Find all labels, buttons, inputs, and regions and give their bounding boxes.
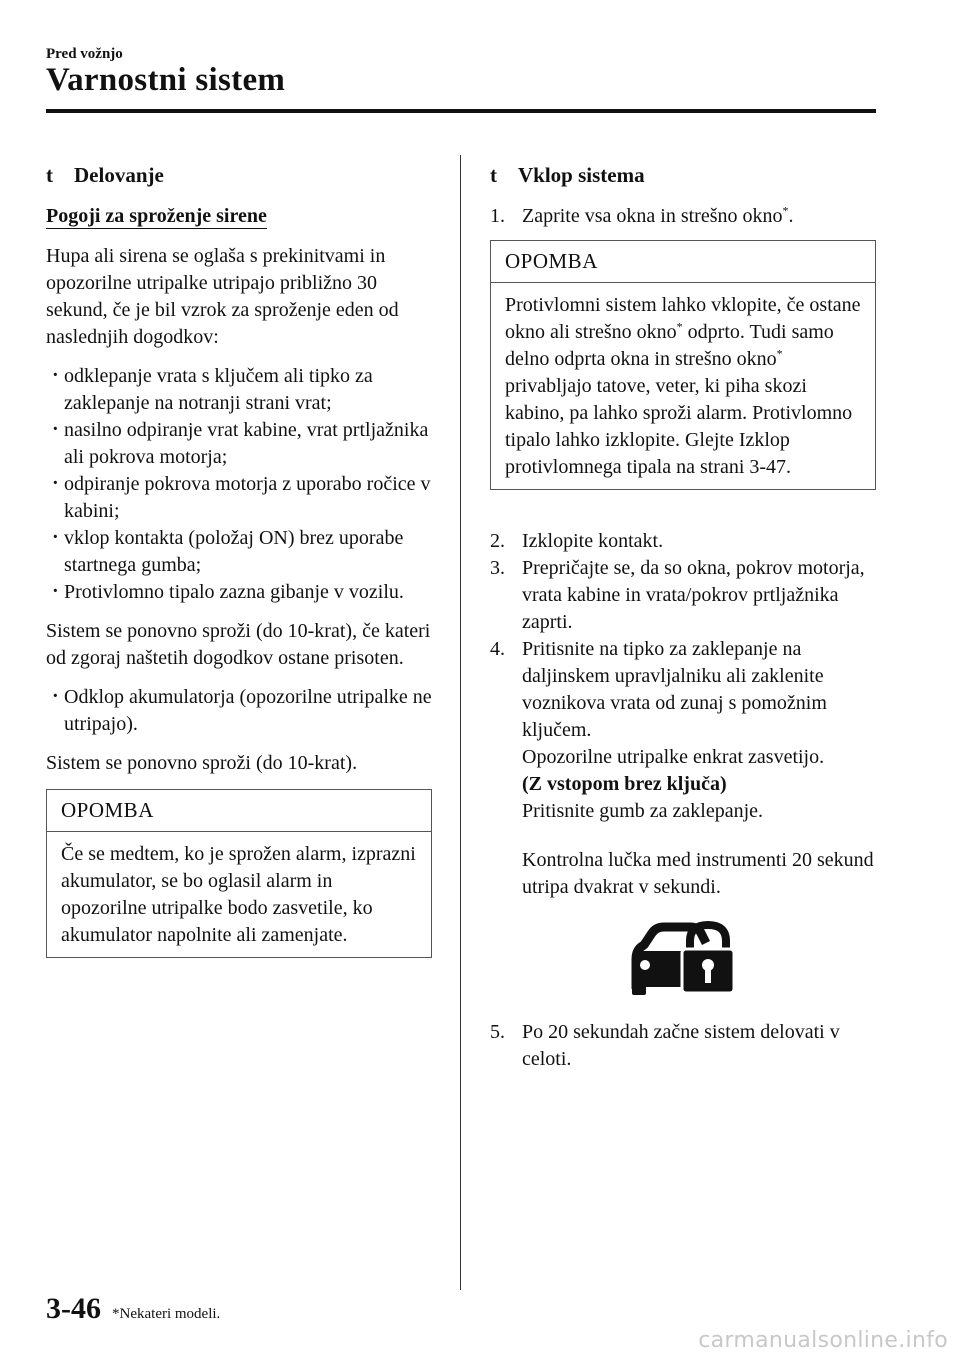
- column-divider: [460, 155, 461, 1290]
- right-column: [490, 160, 876, 1073]
- step-text-end: .: [788, 205, 794, 227]
- note-body: [47, 832, 431, 957]
- step-number: 5.: [490, 1021, 505, 1043]
- paragraph-repeat-2: Sistem se ponovno sproži (do 10-krat).: [46, 752, 358, 774]
- note-box: [46, 789, 432, 958]
- watermark: carmanualsonline.info: [698, 1328, 948, 1353]
- step-text: [522, 203, 876, 230]
- paragraph-repeat: Sistem se ponovno sproži (do 10-krat), če kateri od zgoraj naštetih dogodkov ostane prisoten.: [46, 620, 431, 669]
- note-text-3: privabljajo tatove, veter, ki piha skozi kabino, pa lahko sproži alarm. Protivlomno tipalo lahko izklopite. Glejte Izklop protivlomnega tipala na strani 3-47.: [505, 375, 853, 478]
- note-text-2: odprto. Tudi samo delno odprta okna in strešno okno: [505, 321, 834, 370]
- step-number: 4.: [490, 638, 505, 660]
- list-item: · Odklop akumulatorja (opozorilne utripalke ne utripajo).: [46, 684, 432, 738]
- step-text: [522, 636, 876, 901]
- list-item: · odpiranje pokrova motorja z uporabo ročice v kabini;: [46, 471, 432, 525]
- heading-marker: t: [46, 163, 53, 187]
- paragraph-intro: Hupa ali sirena se oglaša s prekinitvami in opozorilne utripalke utripajo približno 30 sekund, če je bil vzrok za sproženje eden od naslednjih dogodkov:: [46, 245, 399, 348]
- note-label: OPOMBA: [491, 241, 875, 283]
- step-item: [490, 1019, 876, 1073]
- note-label: OPOMBA: [47, 790, 431, 832]
- footnote-mark: *: [782, 203, 789, 218]
- page-number: 3-46: [46, 1292, 101, 1325]
- list-item: · nasilno odpiranje vrat kabine, vrat prtljažnika ali pokrova motorja;: [46, 417, 432, 471]
- heading-text: Vklop sistema: [518, 163, 645, 187]
- step-text-hazard: Opozorilne utripalke enkrat zasvetijo.: [522, 746, 825, 768]
- step-text: Izklopite kontakt.: [522, 530, 664, 552]
- steps-list-1: [490, 203, 876, 230]
- step-text-indicator: Kontrolna lučka med instrumenti 20 sekund utripa dvakrat v sekundi.: [522, 849, 874, 898]
- battery-list: [46, 684, 432, 738]
- step-text: Prepričajte se, da so okna, pokrov motorja, vrata kabine in vrata/pokrov prtljažnika zaprti.: [522, 557, 865, 633]
- step-item: [490, 528, 876, 555]
- note-text: Če se medtem, ko je sprožen alarm, izprazni akumulator, se bo oglasil alarm in opozorilne utripalke bodo zasvetile, ko akumulator napolnite ali zamenjate.: [61, 843, 416, 946]
- footnote-mark: *: [676, 319, 683, 334]
- step-number: 1.: [490, 205, 505, 227]
- step-text: Po 20 sekundah začne sistem delovati v celoti.: [522, 1021, 840, 1070]
- trigger-list: [46, 363, 432, 606]
- step-number: 2.: [490, 530, 505, 552]
- step-text-main: Zaprite vsa okna in strešno okno: [522, 205, 783, 227]
- note-text-1: Protivlomni sistem lahko vklopite, če ostane okno ali strešno okno: [505, 294, 861, 343]
- step-number: 3.: [490, 557, 505, 579]
- subheading-siren-conditions: Pogoji za sproženje sirene: [46, 205, 267, 227]
- note-box: [490, 240, 876, 490]
- section-heading-arming: [490, 162, 876, 189]
- step-text-lock-button: Pritisnite gumb za zaklepanje.: [522, 800, 764, 822]
- step-item: [490, 636, 876, 901]
- header-rule: [46, 109, 876, 113]
- steps-list-3: [490, 1019, 876, 1073]
- icon-container: [490, 919, 876, 997]
- steps-list-2: [490, 528, 876, 901]
- security-indicator-icon: [628, 919, 738, 997]
- heading-text: Delovanje: [74, 163, 164, 187]
- note-text: [505, 292, 861, 481]
- left-column: [46, 160, 432, 958]
- section-label: Pred vožnjo: [46, 46, 123, 62]
- step-text-keyless: (Z vstopom brez ključa): [522, 773, 727, 795]
- note-body: [491, 283, 875, 489]
- page-title: Varnostni sistem: [46, 62, 286, 98]
- section-heading-operation: [46, 162, 432, 189]
- list-item: · Protivlomno tipalo zazna gibanje v vozilu.: [46, 579, 432, 606]
- step-item: [490, 203, 876, 230]
- footnote-mark: *: [776, 346, 783, 361]
- heading-marker: t: [490, 163, 497, 187]
- list-item: · vklop kontakta (položaj ON) brez uporabe startnega gumba;: [46, 525, 432, 579]
- footnote: *Nekateri modeli.: [112, 1306, 221, 1322]
- list-item: · odklepanje vrata s ključem ali tipko za zaklepanje na notranji strani vrat;: [46, 363, 432, 417]
- step-item: [490, 555, 876, 636]
- step-text-main: Pritisnite na tipko za zaklepanje na daljinskem upravljalniku ali zaklenite voznikova vrata od zunaj s pomožnim ključem.: [522, 638, 827, 741]
